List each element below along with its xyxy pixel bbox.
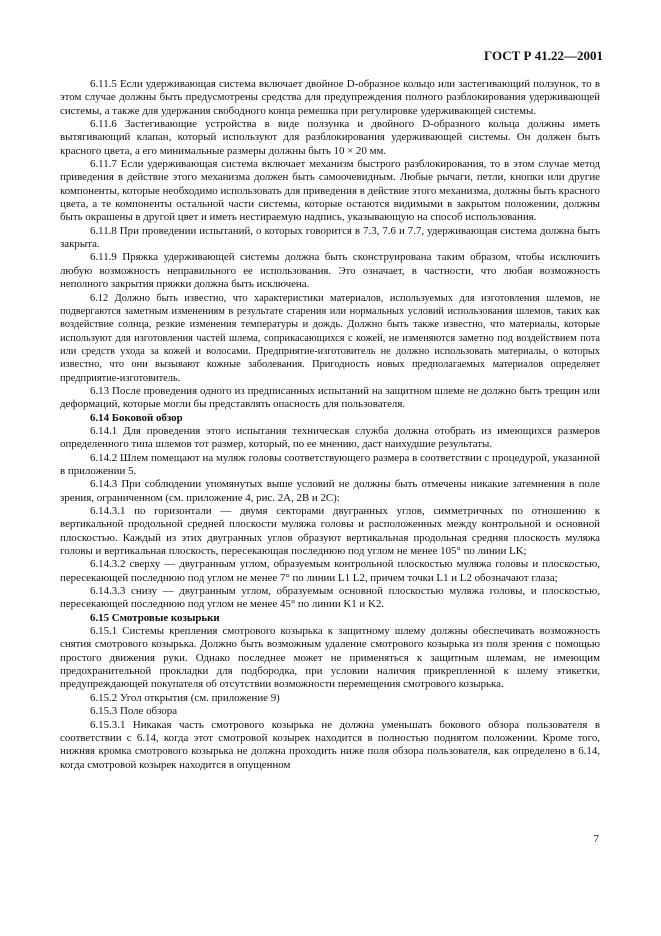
section-heading-6-14: 6.14 Боковой обзор — [90, 411, 183, 424]
paragraph-6-11-9: 6.11.9 Пряжка удерживающей системы должна быть сконструирована таким образом, чтобы исключить любую возможность неправильного ее использования. Это означает, в частности, что любая возможность неполного закрытия пряжки должна быть исключена. — [60, 251, 600, 291]
paragraph-6-11-6: 6.11.6 Застегивающие устройства в виде ползунка и двойного D-образного кольца должны иметь вытягивающий клапан, который используют для разблокирования удерживающей системы. Он должен быть красного цвета, а его минимальные размеры должны быть 10 × 20 мм. — [60, 118, 600, 157]
paragraph-6-14-3-3: 6.14.3.3 снизу — двугранным углом, образуемым основной плоскостью муляжа головы, и плоскостью, пересекающей последнюю под углом не менее 45° по линии K1 и K2. — [60, 585, 600, 611]
standard-designation: ГОСТ Р 41.22—2001 — [484, 48, 603, 63]
paragraph-6-11-8: 6.11.8 При проведении испытаний, о которых говорится в 7.3, 7.6 и 7.7, удерживающая система должна быть закрыта. — [60, 224, 600, 251]
paragraph-6-13: 6.13 После проведения одного из предписанных испытаний на защитном шлеме не должно быть трещин или деформаций, которые могли бы представлять опасность для пользователя. — [60, 384, 600, 411]
paragraph-6-11-5: 6.11.5 Если удерживающая система включает двойное D-образное кольцо или застегивающий ползунок, то в этом случае должны быть предусмотрены средства для предупреждения полного разблокирования удерживающей системы, а также для удержания свободного конца ремешка при регулировке удерживающей системы. — [60, 78, 600, 117]
section-heading-6-15: 6.15 Смотровые козырьки — [90, 611, 220, 624]
paragraph-6-14-3: 6.14.3 При соблюдении упомянутых выше условий не должны быть отмечены никакие затемнения в поле зрения, ограниченном (см. приложение 4, рис. 2А, 2В и 2С): — [60, 478, 600, 504]
page-number: 7 — [593, 833, 599, 845]
paragraph-6-14-2: 6.14.2 Шлем помещают на муляж головы соответствующего размера в соответствии с процедурой, указанной в приложении 5. — [60, 451, 600, 477]
paragraph-6-15-3: 6.15.3 Поле обзора — [90, 705, 178, 718]
paragraph-6-15-3-1: 6.15.3.1 Никакая часть смотрового козырька не должна уменьшать бокового обзора пользователя в соответствии с 6.14, когда этот смотровой козырек находится в полностью поднятом положении. Кроме того, нижняя кромка смотрового козырька не должна проходить ниже поля обзора пользователя, как определено в 6.14, когда смотровой козырек находится в опущенном — [60, 718, 600, 771]
paragraph-6-14-1: 6.14.1 Для проведения этого испытания техническая служба должна отобрать из имеющихся размеров определенного типа шлемов тот размер, который, по ее мнению, даст наихудшие результаты. — [60, 424, 600, 451]
paragraph-6-14-3-1: 6.14.3.1 по горизонтали — двумя секторами двугранных углов, симметричных по отношению к вертикальной продольной средней плоскости муляжа головы и расположенных между контрольной и основной плоскостью. Каждый из этих двугранных углов образуют вертикальная продольная средняя плоскость муляжа головы и вертикальная плоскость, пересекающая последнюю под углом не менее 105° по линии LK; — [60, 505, 600, 558]
paragraph-6-15-2: 6.15.2 Угол открытия (см. приложение 9) — [90, 691, 280, 704]
paragraph-6-11-7: 6.11.7 Если удерживающая система включает механизм быстрого разблокирования, то в этом случае метод приведения в действие этого механизма должен быть самоочевидным. Любые рычаги, петли, кнопки или другие компоненты, которые необходимо использовать для приведения в действие этого механизма, должны быть красного цвета, а те компоненты остальной части системы, которые остаются видимыми в закрытом положении, должны быть окрашены в другой цвет и иметь нестираемую надпись, указывающую на способ использования. — [60, 158, 600, 224]
paragraph-6-12: 6.12 Должно быть известно, что характеристики материалов, используемых для изготовления шлемов, не подвергаются заметным изменениям в результате старения или нормальных условий использования шлемов, таких как воздействие солнца, резкие изменения температуры и дождь. Должно быть также известно, что материалы, которые используют для изготовления частей шлема, соприкасающихся с кожей, не изменяются заметно под воздействием пота или средств ухода за кожей и волосами. Предприятие-изготовитель не должно использовать материалы, о которых известно, что они вызывают кожные заболевания. Пригодность новых предполагаемых материалов определяет предприятие-изготовитель. — [60, 292, 600, 384]
paragraph-6-14-3-2: 6.14.3.2 сверху — двугранным углом, образуемым контрольной плоскостью муляжа головы и плоскостью, пересекающей последнюю под углом не менее 7° по линии L1 L2, причем точки L1 и L2 обозначают глаза; — [60, 558, 600, 584]
paragraph-6-15-1: 6.15.1 Системы крепления смотрового козырька к защитному шлему должны обеспечивать возможность снятия смотрового козырька. Должно быть возможным удаление смотрового козырька из поля зрения с помощью простого движения руки. Однако последнее может не применяться к защитным шлемам, не имеющим предохранительной прокладки для подбородка, при условии наличия прикрепленной к шлему этикетки, предупреждающей покупателя об отсутствии возможности перемещения смотрового козырька. — [60, 625, 600, 691]
body-text — [60, 78, 600, 772]
